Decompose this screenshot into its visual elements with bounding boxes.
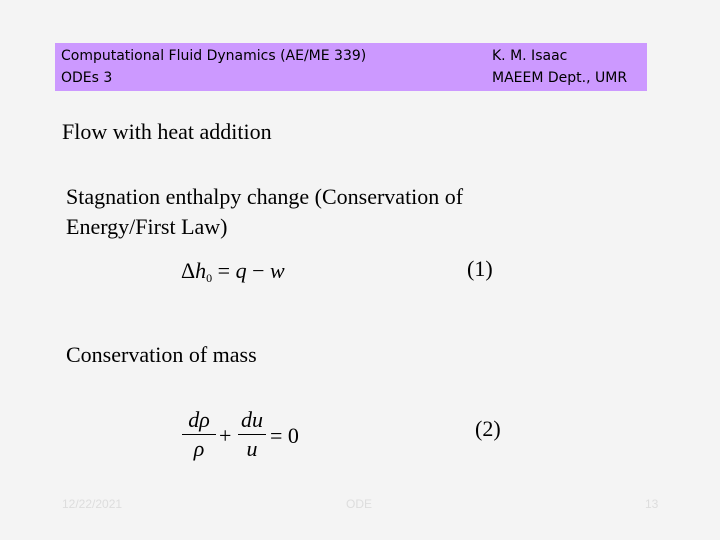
footer-date: 12/22/2021: [62, 497, 123, 511]
header-right: [492, 45, 627, 89]
section-energy: Stagnation enthalpy change (Conservation of Energy/First Law): [66, 184, 464, 239]
header-left: [61, 45, 366, 89]
equation-2-number: (2): [475, 416, 501, 441]
course-title: Computational Fluid Dynamics (AE/ME 339): [61, 48, 367, 64]
plus-sign: +: [219, 423, 232, 448]
author-name: K. M. Isaac: [492, 48, 568, 64]
footer-page-number: 13: [645, 497, 659, 511]
equals-zero: = 0: [270, 423, 299, 448]
lecture-topic: ODEs 3: [61, 70, 113, 86]
fraction-du-over-u: du u: [238, 407, 266, 462]
department: MAEEM Dept., UMR: [492, 70, 628, 86]
equation-1-number: (1): [467, 256, 493, 281]
fraction-drho-over-rho: dρ ρ: [182, 407, 216, 462]
footer-topic: ODE: [346, 497, 373, 511]
equation-energy: $\Delta h_0 = q - w$: [181, 258, 285, 285]
header-bar: [55, 43, 647, 91]
section-mass: Conservation of mass: [66, 342, 257, 367]
slide-title: Flow with heat addition: [62, 119, 272, 144]
